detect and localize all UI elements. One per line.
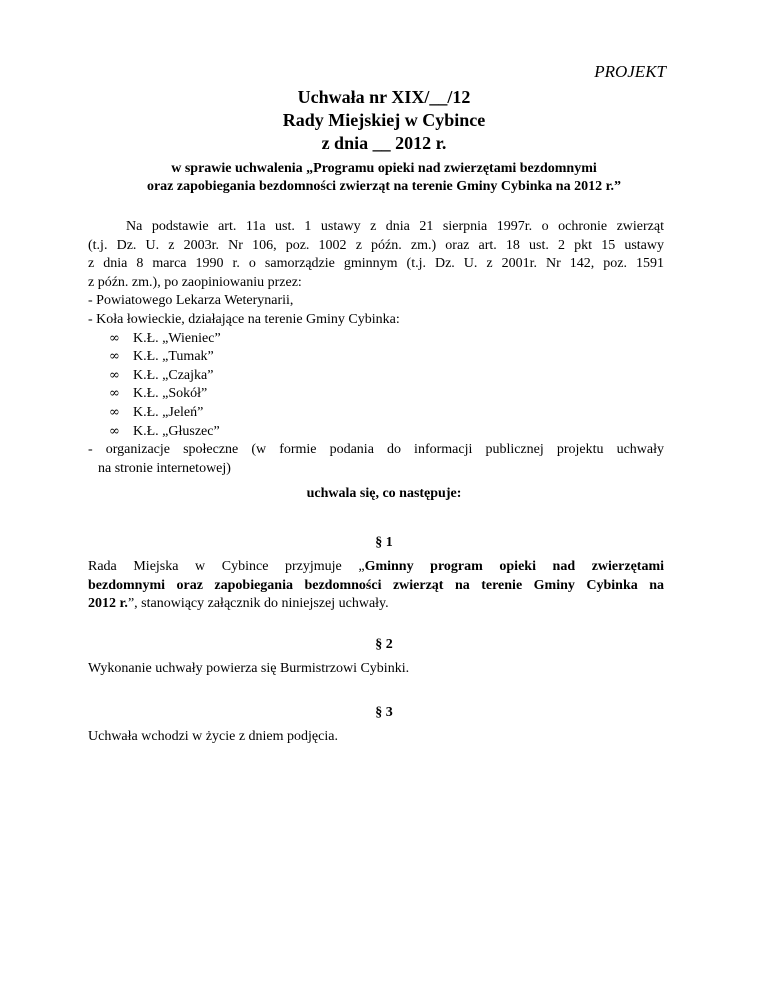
title-line-date: z dnia __ 2012 r.: [321, 133, 447, 153]
preamble: [88, 218, 664, 478]
section-1-text: Rada Miejska w Cybince przyjmuje „Gminny program opieki nad zwierzętami bezdomnymi oraz zapobiegania bezdomności zwierząt na terenie Gminy Cybinka na 2012 r.”, stanowiący załącznik do niniejszej uchwały.: [88, 559, 665, 612]
preamble-line-3: z dnia 8 marca 1990 r. o samorządzie gminnym (t.j. Dz. U. z 2001r. Nr 142, poz. 1591: [88, 256, 664, 272]
list-item: ∞ K.Ł. „Sokół”: [88, 385, 664, 404]
consult-item-vet: - Powiatowego Lekarza Weterynarii,: [88, 293, 294, 309]
resolve-clause: uchwala się, co następuje:: [306, 486, 462, 501]
resolution-subject: [0, 160, 768, 196]
list-item: ∞ K.Ł. „Czajka”: [88, 367, 664, 386]
list-item: ∞ K.Ł. „Wieniec”: [88, 330, 664, 349]
section-2-text: Wykonanie uchwały powierza się Burmistrzowi Cybinki.: [88, 661, 410, 676]
infinity-bullet-icon: ∞: [109, 330, 120, 346]
infinity-bullet-icon: ∞: [109, 367, 120, 383]
list-item: ∞ K.Ł. „Głuszec”: [88, 423, 664, 442]
infinity-bullet-icon: ∞: [109, 423, 120, 439]
infinity-bullet-icon: ∞: [109, 349, 120, 365]
hunting-club-list: [88, 330, 664, 442]
projekt-label: PROJEKT: [594, 62, 666, 81]
section-2-number: § 2: [375, 637, 393, 652]
resolution-title: [0, 86, 768, 155]
list-item: ∞ K.Ł. „Tumak”: [88, 348, 664, 367]
preamble-line-2: (t.j. Dz. U. z 2003r. Nr 106, poz. 1002 z późn. zm.) oraz art. 18 ust. 2 pkt 15 ustawy: [88, 237, 664, 253]
consult-item-organizations: - organizacje społeczne (w formie podania do informacji publicznej projektu uchwały na stronie internetowej): [88, 442, 664, 476]
section-1-number: § 1: [375, 535, 393, 550]
infinity-bullet-icon: ∞: [109, 404, 120, 420]
section-3-number: § 3: [375, 705, 393, 720]
consult-item-clubs: - Koła łowieckie, działające na terenie Gminy Cybinka:: [88, 311, 400, 327]
subject-line-2: oraz zapobiegania bezdomności zwierząt na terenie Gminy Cybinka na 2012 r.”: [146, 179, 622, 194]
list-item: ∞ K.Ł. „Jeleń”: [88, 404, 664, 423]
title-line-council: Rady Miejskiej w Cybince: [282, 110, 486, 130]
section-3-text: Uchwała wchodzi w życie z dniem podjęcia.: [88, 729, 338, 744]
preamble-line-4: z późn. zm.), po zaopiniowaniu przez:: [88, 274, 302, 290]
infinity-bullet-icon: ∞: [109, 386, 120, 402]
title-line-number: Uchwała nr XIX/__/12: [297, 87, 471, 107]
subject-line-1: w sprawie uchwalenia „Programu opieki nad zwierzętami bezdomnymi: [171, 161, 597, 176]
preamble-line-1: Na podstawie art. 11a ust. 1 ustawy z dnia 21 sierpnia 1997r. o ochronie zwierząt: [126, 219, 664, 234]
